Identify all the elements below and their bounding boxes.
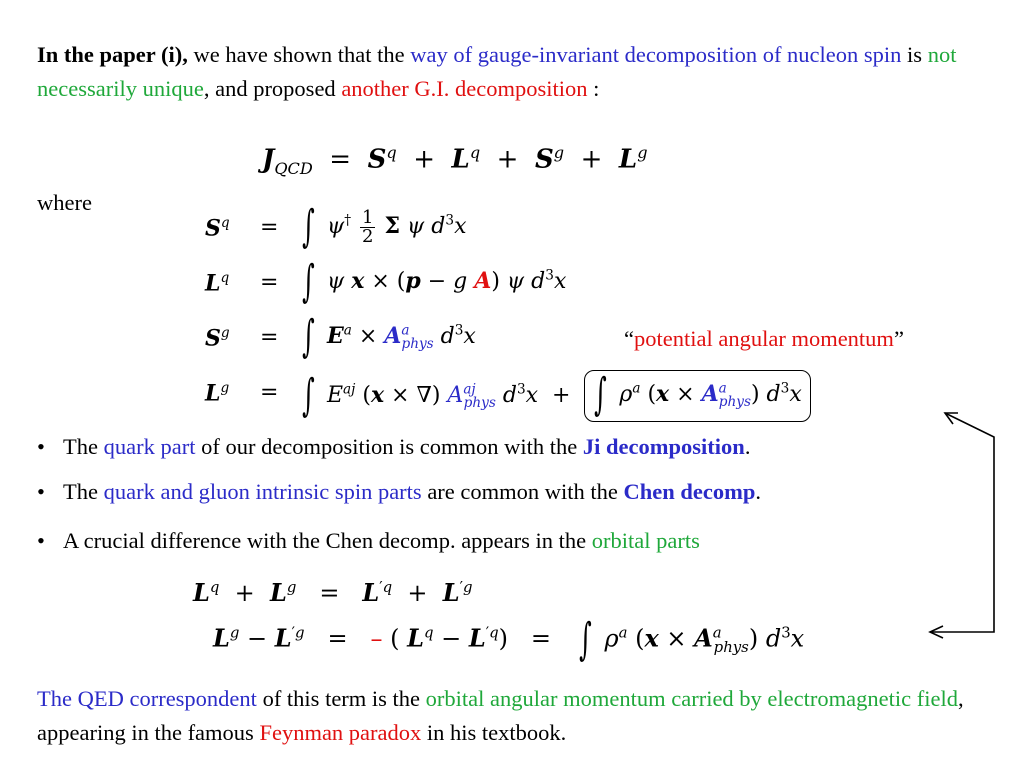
main-equation: $J_{QCD} = S^q + L^q + S^g + L^g$ xyxy=(262,143,648,178)
intro-text-1: we have shown that the xyxy=(187,42,411,67)
closing-highlight-em-field: orbital angular momentum carried by electromagnetic field xyxy=(425,686,958,711)
intro-highlight-not-unique: not necessarily unique xyxy=(37,42,957,101)
closing-paragraph: The QED correspondent of this term is the orbital angular momentum carried by electromagnetic field, appearing in the famous Feynman paradox in his textbook. xyxy=(37,686,964,745)
intro-text-4: : xyxy=(587,76,600,101)
orbital-sum-equation: $L^q + L^g = L^{'q} + L^{'g}$ xyxy=(193,578,473,607)
bullet-quark-part: • The quark part of our decomposition is common with the Ji decomposition. xyxy=(37,434,751,459)
orbital-difference-equation: $L^g - L^{'g}$ = – ( $L^q - L^{'q}$) = ∫ $\rho^a$ $(x \times A^a_{phys})$ $d^3x$ xyxy=(213,614,805,665)
intro-highlight-another-gi: another G.I. decomposition xyxy=(341,76,588,101)
bullet-spin-parts: • The quark and gluon intrinsic spin parts are common with the Chen decomp. xyxy=(37,479,762,504)
closing-highlight-feynman: Feynman paradox xyxy=(259,720,422,745)
callout-text: potential angular momentum xyxy=(634,326,894,351)
closing-highlight-qed: The QED correspondent xyxy=(37,686,257,711)
intro-text-3: , and proposed xyxy=(203,76,342,101)
intro-paragraph xyxy=(37,38,997,106)
intro-lead: In the paper (i), xyxy=(37,42,188,67)
where-label: where xyxy=(37,190,92,215)
bullet-orbital-difference: • A crucial difference with the Chen decomp. appears in the orbital parts xyxy=(37,528,700,553)
intro-text-2: is xyxy=(901,42,928,67)
potential-angular-momentum-term: ∫ $\rho^a$ $(x \times A^a_{phys})$ $d^3x$ xyxy=(584,370,810,422)
potential-angular-momentum-label: “potential angular momentum” xyxy=(624,326,904,351)
intro-highlight-gauge-invariant: way of gauge-invariant decomposition of nucleon spin xyxy=(410,42,902,67)
